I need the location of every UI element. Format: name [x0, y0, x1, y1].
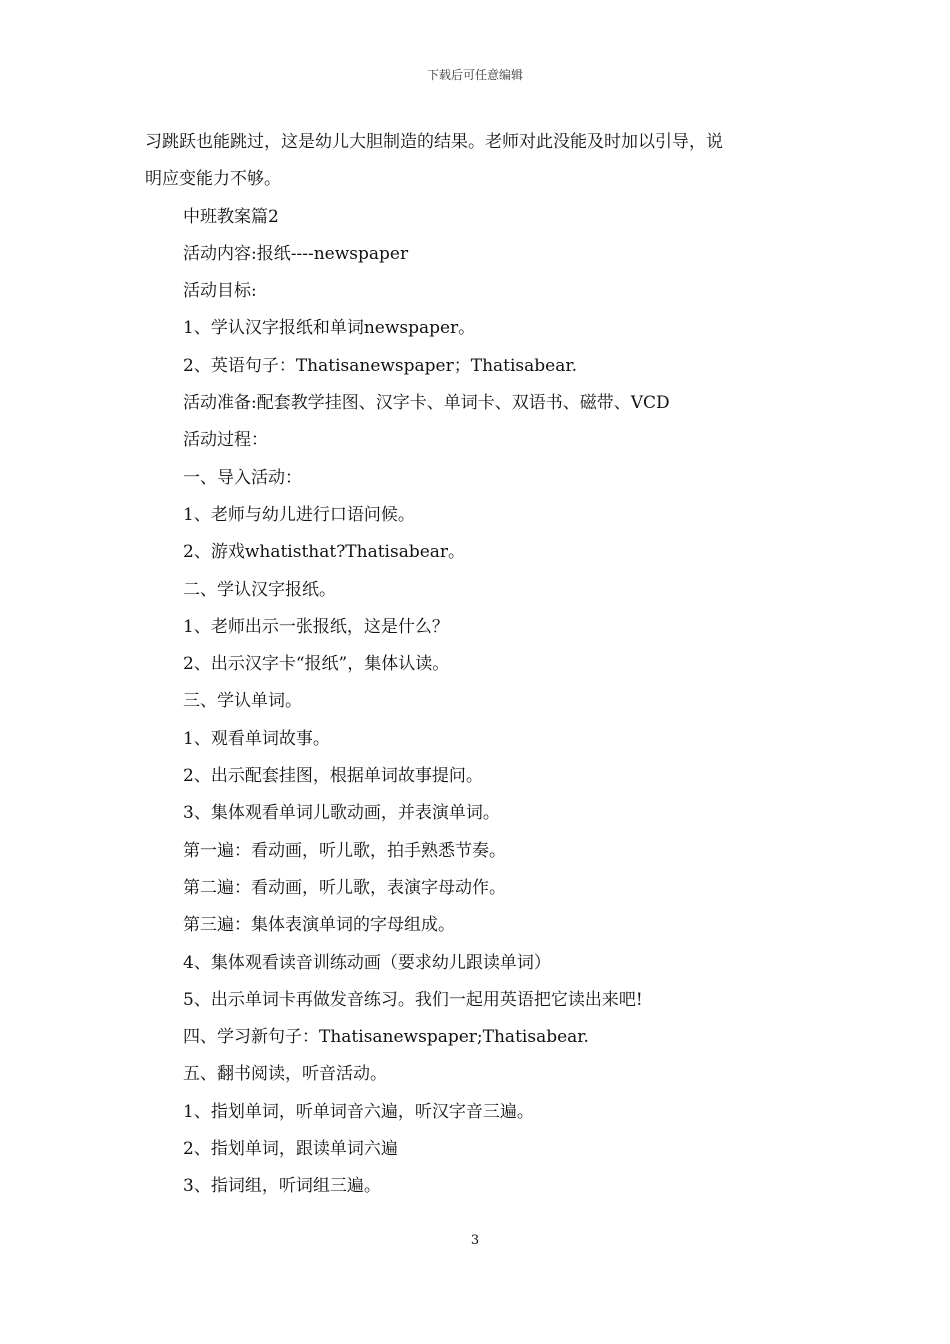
goal-item-2: 2、英语句子：Thatisanewspaper；Thatisabear.	[183, 355, 578, 376]
step-heading-1: 一、导入活动：	[183, 467, 302, 488]
step-3-item-3: 3、集体观看单词儿歌动画，并表演单词。	[183, 803, 500, 824]
section-title: 中班教案篇2	[183, 206, 279, 227]
paragraph-continuation-line-1: 习跳跃也能跳过，这是幼儿大胆制造的结果。老师对此没能及时加以引导，说	[145, 132, 723, 152]
paragraph-continuation-line-2: 明应变能力不够。	[145, 169, 281, 190]
step-3-item-5: 5、出示单词卡再做发音练习。我们一起用英语把它读出来吧!	[183, 989, 643, 1010]
step-1-item-1: 1、老师与幼儿进行口语问候。	[183, 504, 415, 525]
page-header: 下载后可任意编辑	[426, 68, 523, 82]
pass-3: 第三遍：集体表演单词的字母组成。	[183, 915, 455, 936]
step-3-item-1: 1、观看单词故事。	[183, 728, 330, 749]
pass-2: 第二遍：看动画，听儿歌，表演字母动作。	[183, 877, 506, 898]
step-heading-3: 三、学认单词。	[183, 691, 302, 712]
step-2-item-2: 2、出示汉字卡“报纸”，集体认读。	[183, 654, 450, 675]
step-heading-4: 四、学习新句子：Thatisanewspaper;Thatisabear.	[183, 1027, 589, 1048]
step-1-item-2: 2、游戏whatisthat?Thatisabear。	[183, 542, 466, 563]
page-number: 3	[470, 1233, 480, 1248]
step-3-item-2: 2、出示配套挂图，根据单词故事提问。	[183, 766, 483, 787]
activity-goals-heading: 活动目标:	[183, 281, 257, 302]
step-3-item-4: 4、集体观看读音训练动画（要求幼儿跟读单词）	[183, 952, 551, 973]
pass-1: 第一遍：看动画，听儿歌，拍手熟悉节奏。	[183, 840, 506, 861]
step-5-item-3: 3、指词组，听词组三遍。	[183, 1176, 381, 1197]
document-body	[145, 124, 815, 1206]
step-5-item-2: 2、指划单词，跟读单词六遍	[183, 1139, 398, 1160]
step-5-item-1: 1、指划单词，听单词音六遍，听汉字音三遍。	[183, 1101, 534, 1122]
activity-preparation: 活动准备:配套教学挂图、汉字卡、单词卡、双语书、磁带、VCD	[183, 393, 670, 414]
step-2-item-1: 1、老师出示一张报纸，这是什么？	[183, 616, 449, 637]
activity-process-heading: 活动过程：	[183, 430, 268, 451]
step-heading-2: 二、学认汉字报纸。	[183, 579, 336, 600]
goal-item-1: 1、学认汉字报纸和单词newspaper。	[183, 318, 476, 339]
step-heading-5: 五、翻书阅读，听音活动。	[183, 1064, 387, 1085]
activity-content: 活动内容:报纸----newspaper	[183, 243, 409, 264]
